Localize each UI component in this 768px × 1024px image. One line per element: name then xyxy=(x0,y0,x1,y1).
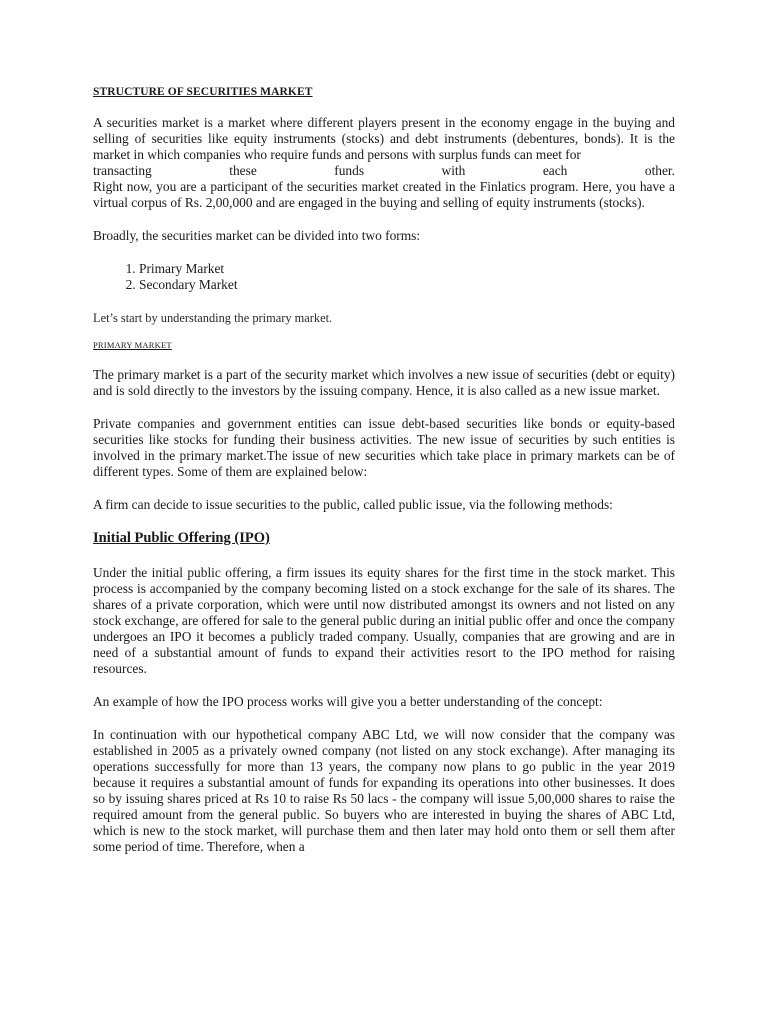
ipo-paragraph-1: Under the initial public offering, a firm issues its equity shares for the first time in the stock market. This process is accompanied by the company becoming listed on a stock exchange for the sale of its shares. The shares of a private corporation, which were until now distributed amongst its owners and not listed on any stock exchange, are offered for sale to the general public during an initial public offer and once the company undergoes an IPO it becomes a publicly traded company. Usually, companies that are growing and are in need of a substantial amount of funds to expand their activities resort to the IPO method for raising resources. xyxy=(93,565,675,676)
ipo-heading: Initial Public Offering (IPO) xyxy=(93,530,270,546)
list-item: 2. Secondary Market xyxy=(139,277,675,293)
intro-paragraph-part3: Right now, you are a participant of the securities market created in the Finlatics program. Here, you have a virtual corpus of Rs. 2,00,000 and are engaged in the buying and selling of equity instruments (stocks). xyxy=(93,179,675,210)
primary-paragraph-2: Private companies and government entities can issue debt-based securities like bonds or equity-based securities like stocks for funding their business activities. The new issue of securities by such entities is involved in the primary market.The issue of new securities which take place in primary markets can be of different types. Some of them are explained below: xyxy=(93,416,675,479)
document-title: STRUCTURE OF SECURITIES MARKET xyxy=(93,86,313,98)
market-forms-list xyxy=(93,261,675,293)
broadly-paragraph: Broadly, the securities market can be divided into two forms: xyxy=(93,228,421,243)
primary-paragraph-1: The primary market is a part of the security market which involves a new issue of securities (debt or equity) and is sold directly to the investors by the issuing company. Hence, it is also called as a new issue market. xyxy=(93,367,675,398)
intro-paragraph-part1: A securities market is a market where different players present in the economy engage in the buying and selling of securities like equity instruments (stocks) and debt instruments (debentures, bonds). It is the market in which companies who require funds and persons with surplus funds can meet for xyxy=(93,115,675,162)
primary-market-heading: PRIMARY MARKET xyxy=(93,340,172,350)
document-page xyxy=(93,86,675,855)
intro-paragraph-part2: transacting these funds with each other. xyxy=(93,163,675,178)
ipo-paragraph-3: In continuation with our hypothetical company ABC Ltd, we will now consider that the company was established in 2005 as a privately owned company (not listed on any stock exchange). After managing its operations successfully for more than 13 years, the company now plans to go public in the year 2019 because it requires a substantial amount of funds for expanding its operations into other businesses. It does so by issuing shares priced at Rs 10 to raise Rs 50 lacs - the company will issue 5,00,000 shares to raise the required amount from the general public. So buyers who are interested in buying the shares of ABC Ltd, which is new to the stock market, will purchase them and then later may hold onto them or sell them after some period of time. Therefore, when a xyxy=(93,727,675,854)
lets-start-line: Let’s start by understanding the primary market. xyxy=(93,311,333,325)
ipo-paragraph-2: An example of how the IPO process works will give you a better understanding of the concept: xyxy=(93,694,603,709)
list-item: 1. Primary Market xyxy=(139,261,675,277)
primary-paragraph-3: A firm can decide to issue securities to the public, called public issue, via the following methods: xyxy=(93,497,613,512)
